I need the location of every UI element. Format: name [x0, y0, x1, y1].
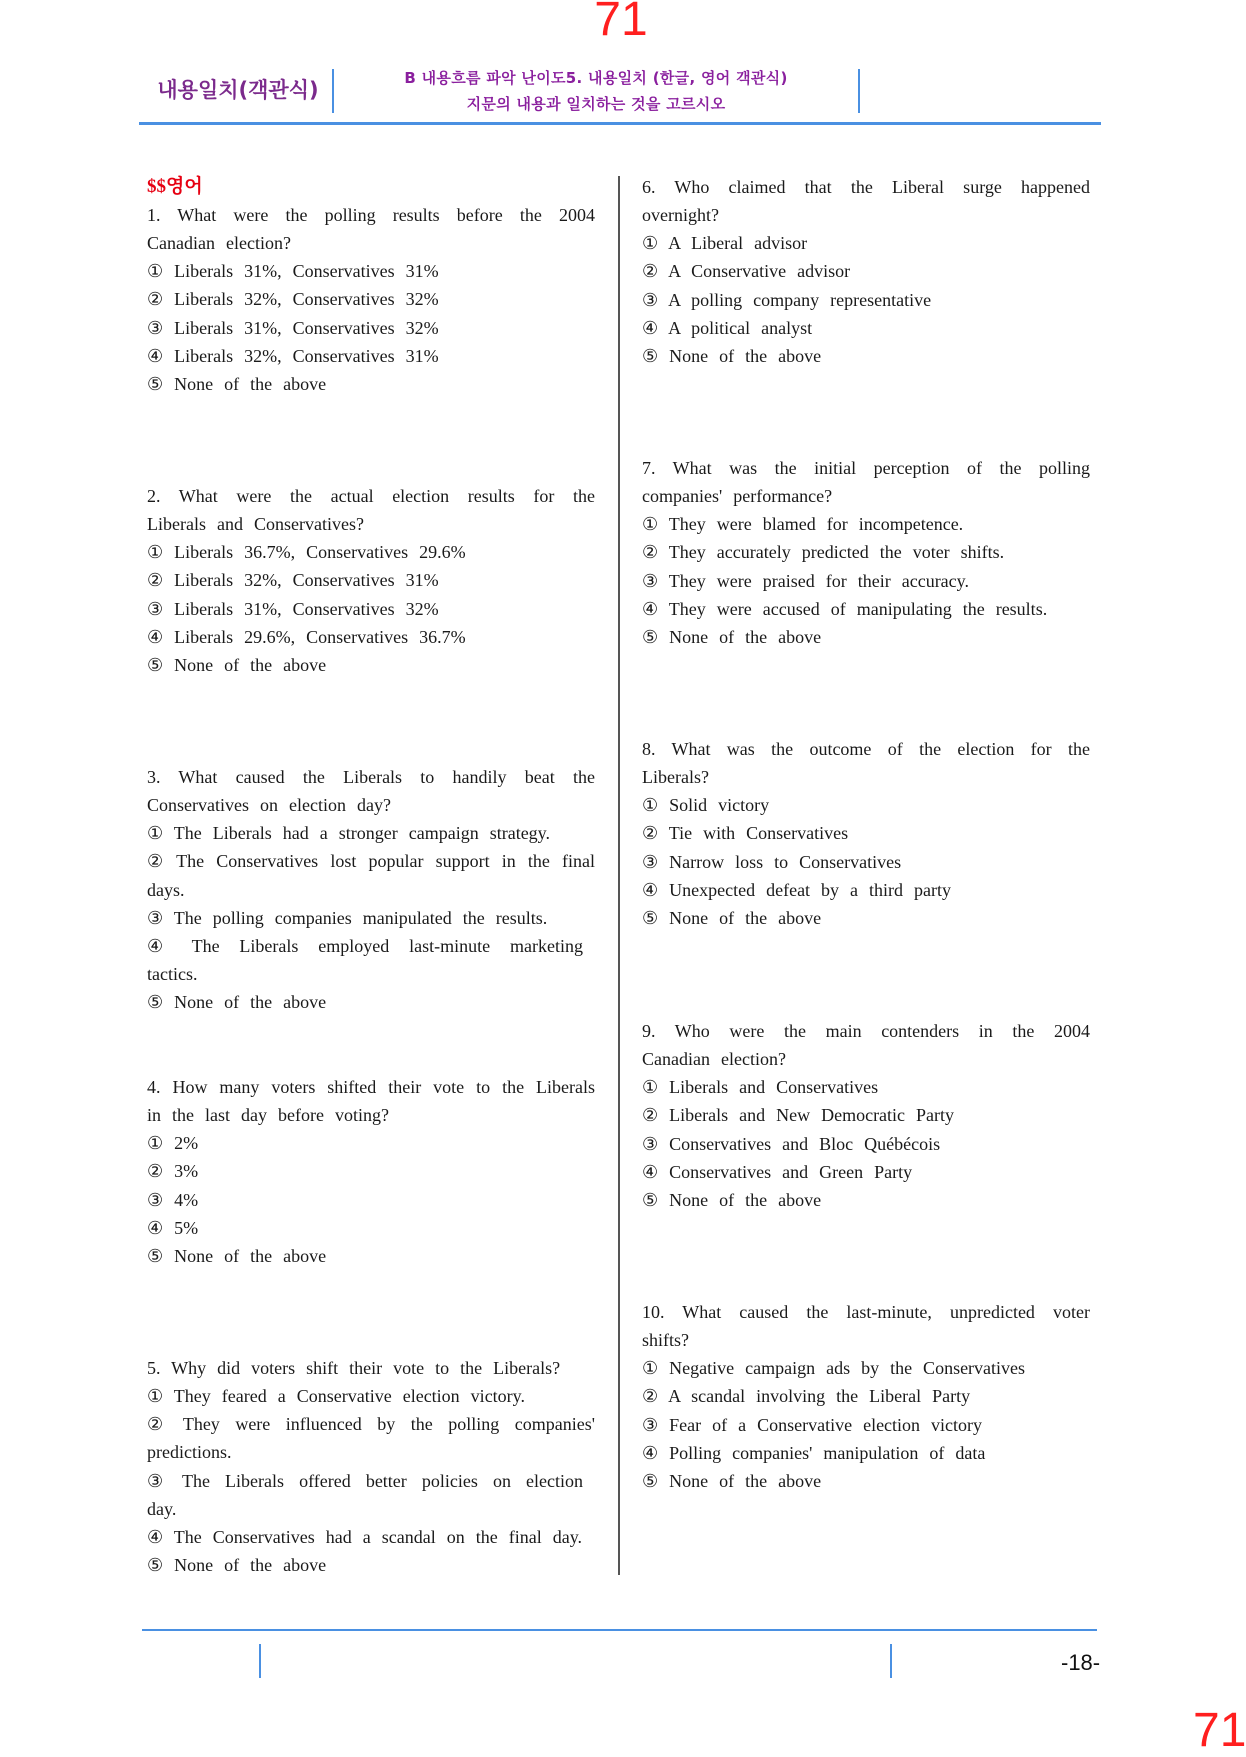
question-3 [147, 763, 595, 1016]
question-5-option-1: ① They feared a Conservative election victory. [147, 1386, 526, 1407]
question-7-option-4: ④ They were accused of manipulating the results. [642, 598, 1048, 619]
question-6-option-1: ① A Liberal advisor [642, 233, 808, 254]
question-2 [147, 482, 595, 679]
question-6 [642, 173, 1090, 370]
footer-divider-right [890, 1644, 892, 1678]
header-subtitle-line-1: B 내용흐름 파악 난이도5. 내용일치 (한글, 영어 객관식) [404, 69, 788, 87]
question-1-option-1: ① Liberals 31%, Conservatives 31% [147, 261, 439, 282]
header-subtitle-line-2: 지문의 내용과 일치하는 것을 고르시오 [466, 95, 726, 113]
question-1-option-4: ④ Liberals 32%, Conservatives 31% [147, 345, 439, 366]
question-4-option-1: ① 2% [147, 1133, 199, 1154]
question-5 [147, 1354, 595, 1579]
question-7-option-3: ③ They were praised for their accuracy. [642, 570, 969, 591]
question-9-option-4: ④ Conservatives and Green Party [642, 1161, 913, 1182]
question-7-option-2: ② They accurately predicted the voter shifts. [642, 542, 1005, 563]
column-divider [618, 176, 620, 1575]
question-8-text: 8. What was the outcome of the election for the Liberals? [642, 739, 1090, 788]
question-8-option-4: ④ Unexpected defeat by a third party [642, 879, 952, 900]
question-1-option-2: ② Liberals 32%, Conservatives 32% [147, 289, 439, 310]
question-5-text: 5. Why did voters shift their vote to the Liberals? [147, 1358, 561, 1378]
question-10-option-1: ① Negative campaign ads by the Conservatives [642, 1358, 1026, 1379]
question-3-text: 3. What caused the Liberals to handily beat the Conservatives on election day? [147, 767, 595, 816]
question-3-option-4: ④ The Liberals employed last-minute marketing tactics. [147, 935, 583, 984]
header-rule [139, 122, 1101, 125]
question-6-option-2: ② A Conservative advisor [642, 261, 851, 282]
question-10-option-2: ② A scandal involving the Liberal Party [642, 1386, 971, 1407]
question-4-option-5: ⑤ None of the above [147, 1245, 327, 1266]
question-9-option-2: ② Liberals and New Democratic Party [642, 1105, 955, 1126]
footer-divider-left [259, 1644, 261, 1678]
question-4-option-2: ② 3% [147, 1161, 199, 1182]
question-3-option-5: ⑤ None of the above [147, 992, 327, 1012]
question-6-option-5: ⑤ None of the above [642, 345, 822, 366]
question-9-option-3: ③ Conservatives and Bloc Québécois [642, 1133, 941, 1154]
question-5-option-2: ② They were influenced by the polling companies' predictions. [147, 1414, 595, 1463]
question-8-option-1: ① Solid victory [642, 795, 770, 816]
question-10-option-5: ⑤ None of the above [642, 1470, 822, 1491]
question-2-option-1: ① Liberals 36.7%, Conservatives 29.6% [147, 542, 466, 563]
question-8-option-5: ⑤ None of the above [642, 907, 822, 928]
question-7-option-1: ① They were blamed for incompetence. [642, 514, 964, 535]
question-4-option-4: ④ 5% [147, 1217, 199, 1238]
question-9-text: 9. Who were the main contenders in the 2004 Canadian election? [642, 1021, 1090, 1070]
question-5-option-5: ⑤ None of the above [147, 1554, 327, 1575]
question-9-option-1: ① Liberals and Conservatives [642, 1077, 879, 1098]
question-1-option-5: ⑤ None of the above [147, 373, 327, 394]
question-5-option-4: ④ The Conservatives had a scandal on the final day. [147, 1526, 583, 1547]
question-8 [642, 735, 1090, 932]
question-10 [642, 1298, 1090, 1495]
header-category: 내용일치(객관식) [157, 78, 319, 102]
top-page-mark-number: 71 [594, 0, 648, 46]
question-10-option-4: ④ Polling companies' manipulation of data [642, 1442, 986, 1463]
question-2-text: 2. What were the actual election results for the Liberals and Conservatives? [147, 486, 595, 535]
bottom-page-mark-number: 71 [1193, 1704, 1246, 1757]
bottom-page-mark [1190, 1700, 1246, 1757]
question-10-text: 10. What caused the last-minute, unpredicted voter shifts? [642, 1302, 1090, 1351]
question-6-option-4: ④ A political analyst [642, 317, 813, 338]
question-3-option-1: ① The Liberals had a stronger campaign strategy. [147, 823, 551, 844]
question-1-text: 1. What were the polling results before the 2004 Canadian election? [147, 205, 595, 254]
question-3-option-2: ② The Conservatives lost popular support in the final days. [147, 851, 595, 900]
question-8-option-2: ② Tie with Conservatives [642, 823, 849, 844]
section-label: $$영어 [147, 176, 203, 197]
question-4-text: 4. How many voters shifted their vote to the Liberals in the last day before voting? [147, 1077, 595, 1126]
question-7 [642, 454, 1090, 651]
question-6-text: 6. Who claimed that the Liberal surge happened overnight? [642, 177, 1090, 226]
question-4 [147, 1073, 595, 1270]
question-7-option-5: ⑤ None of the above [642, 626, 822, 647]
question-4-option-3: ③ 4% [147, 1189, 199, 1210]
question-1-option-3: ③ Liberals 31%, Conservatives 32% [147, 317, 439, 338]
footer-rule [142, 1629, 1097, 1631]
question-9-option-5: ⑤ None of the above [642, 1189, 822, 1210]
question-2-option-3: ③ Liberals 31%, Conservatives 32% [147, 598, 439, 619]
question-8-option-3: ③ Narrow loss to Conservatives [642, 851, 902, 872]
question-7-text: 7. What was the initial perception of the polling companies' performance? [642, 458, 1090, 507]
header-divider-right [858, 69, 860, 113]
question-6-option-3: ③ A polling company representative [642, 289, 932, 310]
question-2-option-2: ② Liberals 32%, Conservatives 31% [147, 570, 439, 591]
page-number-text: -18- [1061, 1650, 1101, 1675]
question-9 [642, 1017, 1090, 1214]
top-page-mark [585, 0, 657, 44]
question-1 [147, 201, 595, 398]
question-3-option-3: ③ The polling companies manipulated the results. [147, 907, 548, 928]
question-10-option-3: ③ Fear of a Conservative election victory [642, 1414, 983, 1435]
question-2-option-5: ⑤ None of the above [147, 654, 327, 675]
page-number [1061, 1648, 1100, 1678]
question-2-option-4: ④ Liberals 29.6%, Conservatives 36.7% [147, 626, 466, 647]
question-5-option-3: ③ The Liberals offered better policies on election day. [147, 1470, 583, 1519]
